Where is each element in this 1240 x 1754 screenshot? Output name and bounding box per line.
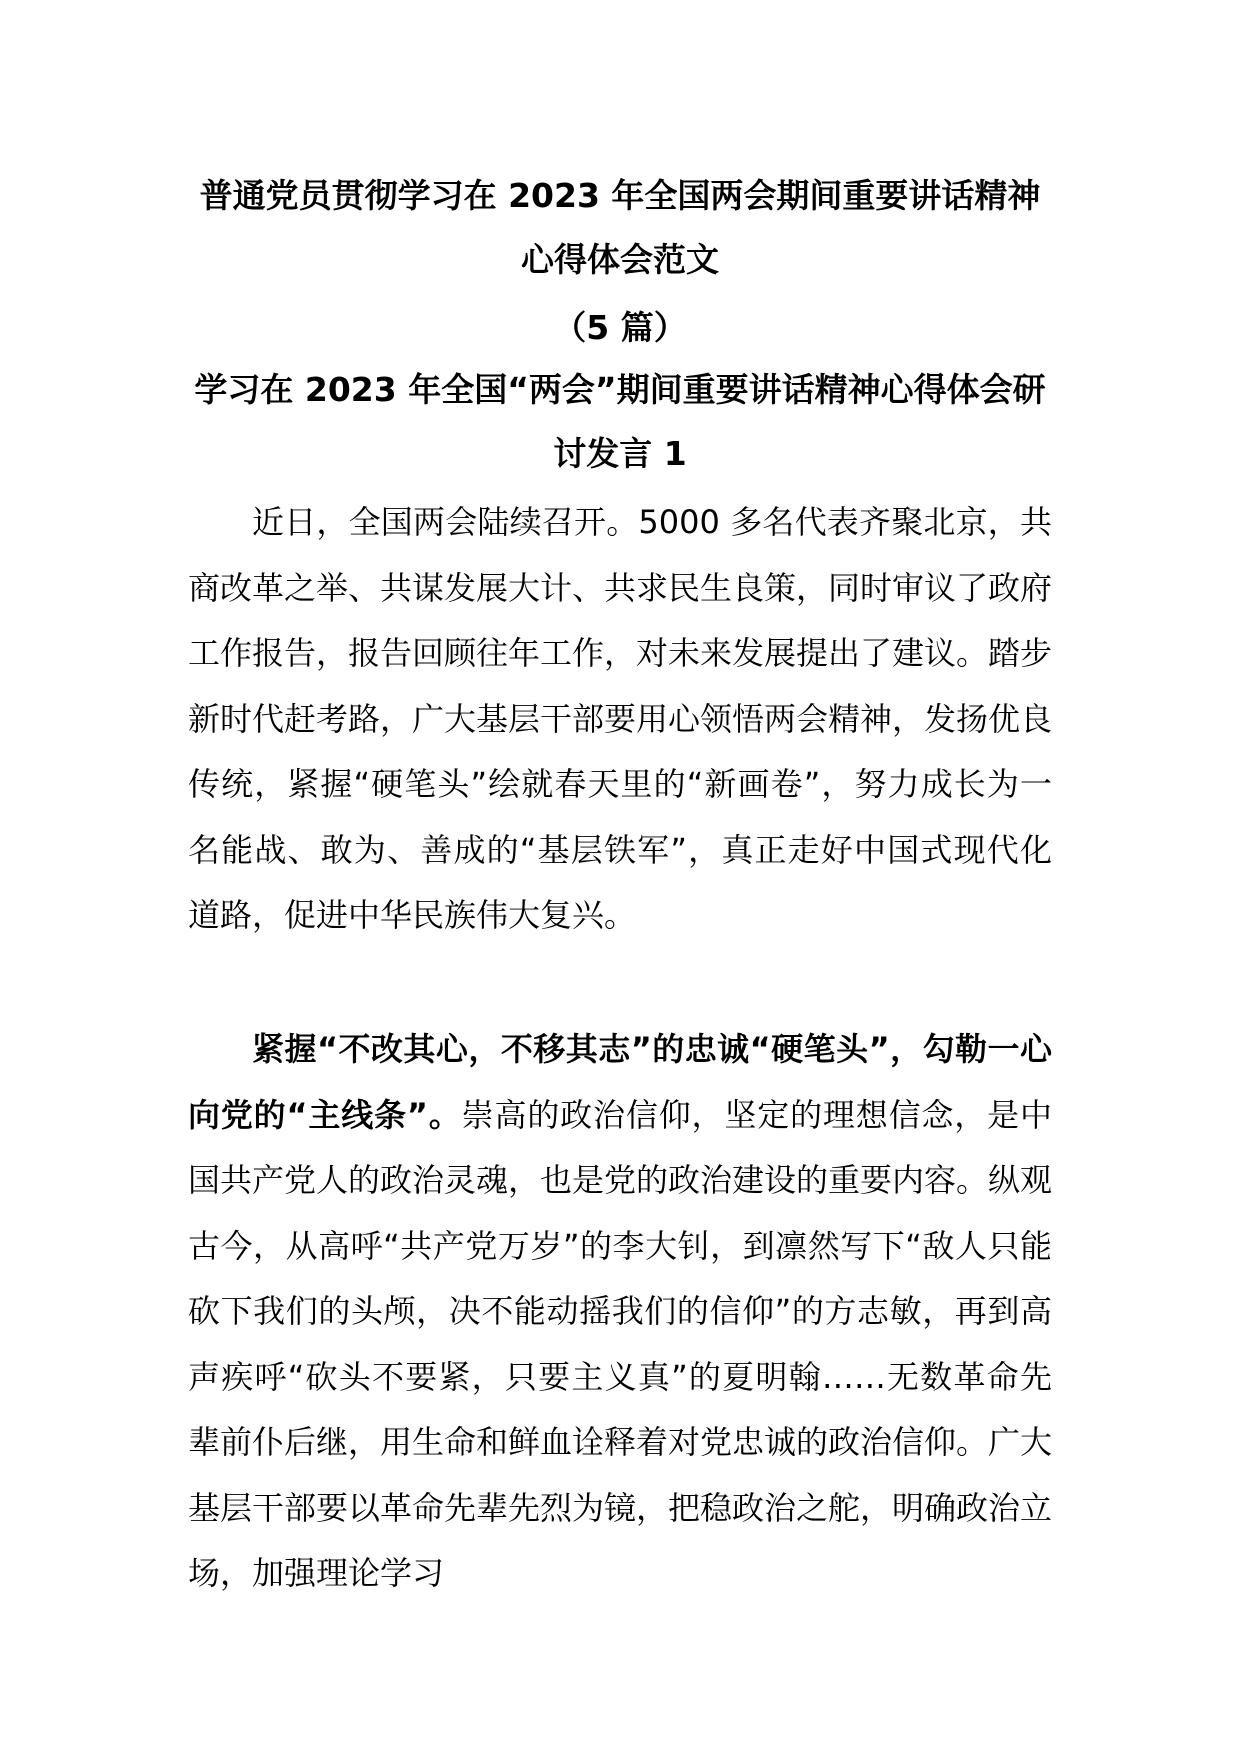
document-count: （5 篇）	[553, 308, 687, 347]
paragraph-text: 崇高的政治信仰，坚定的理想信念，是中国共产党人的政治灵魂，也是党的政治建设的重要内容。纵观古今，从高呼“共产党万岁”的李大钊，到凛然写下“敌人只能砍下我们的头颅，决不能动摇我们的信仰”的方志敏，再到高声疾呼“砍头不要紧，只要主义真”的夏明翰……无数革命先辈前仆后继，用生命和鲜血诠释着对党忠诚的政治信仰。广大基层干部要以革命先辈先烈为镜，把稳政治之舵，明确政治立场，加强理论学习	[188, 1095, 1053, 1592]
paragraph-intro	[188, 490, 1052, 949]
paragraph-loyalty	[188, 1017, 1052, 1607]
paragraph-text: 近日，全国两会陆续召开。5000 多名代表齐聚北京，共商改革之举、共谋发展大计、共求民生良策，同时审议了政府工作报告，报告回顾往年工作，对未来发展提出了建议。踏步新时代赶考路，广大基层干部要用心领悟两会精神，发扬优良传统，紧握“硬笔头”绘就春天里的“新画卷”，努力成长为一名能战、敢为、善成的“基层铁军”，真正走好中国式现代化道路，促进中华民族伟大复兴。	[188, 503, 1053, 934]
paragraph-lead-heading: 紧握“不改其心，不移其志”的忠诚“硬笔头”，勾勒一心向党的“主线条”。	[188, 1030, 1052, 1134]
document-title: 普通党员贯彻学习在 2023 年全国两会期间重要讲话精神心得体会范文	[199, 176, 1041, 279]
section-title: 学习在 2023 年全国“两会”期间重要讲话精神心得体会研讨发言 1	[194, 370, 1046, 473]
